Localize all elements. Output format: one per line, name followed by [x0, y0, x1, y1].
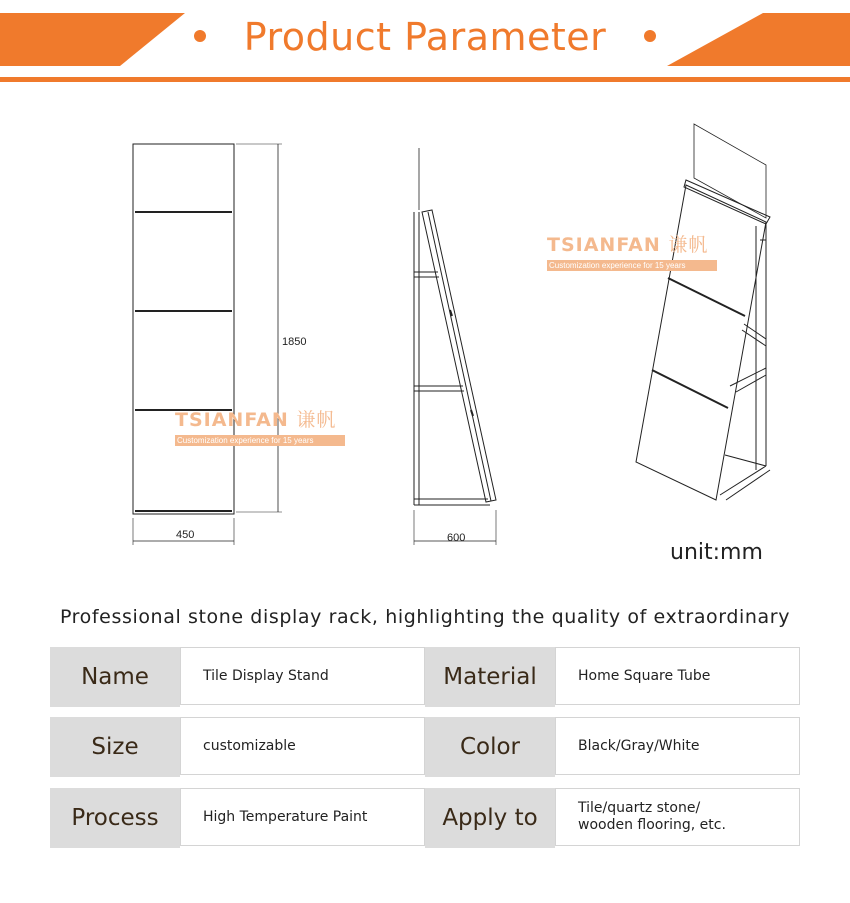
- side-view: [414, 148, 496, 545]
- header-banner: [0, 0, 850, 84]
- depth-dimension-label: 600: [447, 532, 466, 544]
- width-dimension-label: 450: [176, 529, 195, 541]
- param-label-material: Material: [425, 647, 555, 707]
- param-row: [50, 717, 800, 777]
- param-value-apply-to: Tile/quartz stone/ wooden flooring, etc.: [555, 788, 800, 846]
- param-row: [50, 647, 800, 707]
- param-label-color: Color: [425, 717, 555, 777]
- watermark-perspective: TSIANFAN 谦帆 Customization experience for 15 years: [547, 230, 722, 271]
- param-value-name: Tile Display Stand: [180, 647, 425, 705]
- page-title: Product Parameter: [0, 15, 850, 59]
- param-label-size: Size: [50, 717, 180, 777]
- param-value-size: customizable: [180, 717, 425, 775]
- height-dimension-label: 1850: [282, 336, 307, 348]
- param-label-apply-to: Apply to: [425, 788, 555, 848]
- unit-label: unit:mm: [670, 540, 763, 565]
- param-value-color: Black/Gray/White: [555, 717, 800, 775]
- tagline: Professional stone display rack, highlighting the quality of extraordinary: [59, 606, 791, 628]
- perspective-view: [636, 124, 770, 500]
- technical-drawings: [0, 100, 850, 580]
- param-label-name: Name: [50, 647, 180, 707]
- bullet-dot-icon: [194, 30, 206, 42]
- front-view: [133, 144, 282, 545]
- bullet-dot-icon: [644, 30, 656, 42]
- watermark-front: TSIANFAN 谦帆 Customization experience for 15 years: [175, 405, 350, 446]
- param-value-process: High Temperature Paint: [180, 788, 425, 846]
- param-row: [50, 788, 800, 848]
- param-value-material: Home Square Tube: [555, 647, 800, 705]
- param-label-process: Process: [50, 788, 180, 848]
